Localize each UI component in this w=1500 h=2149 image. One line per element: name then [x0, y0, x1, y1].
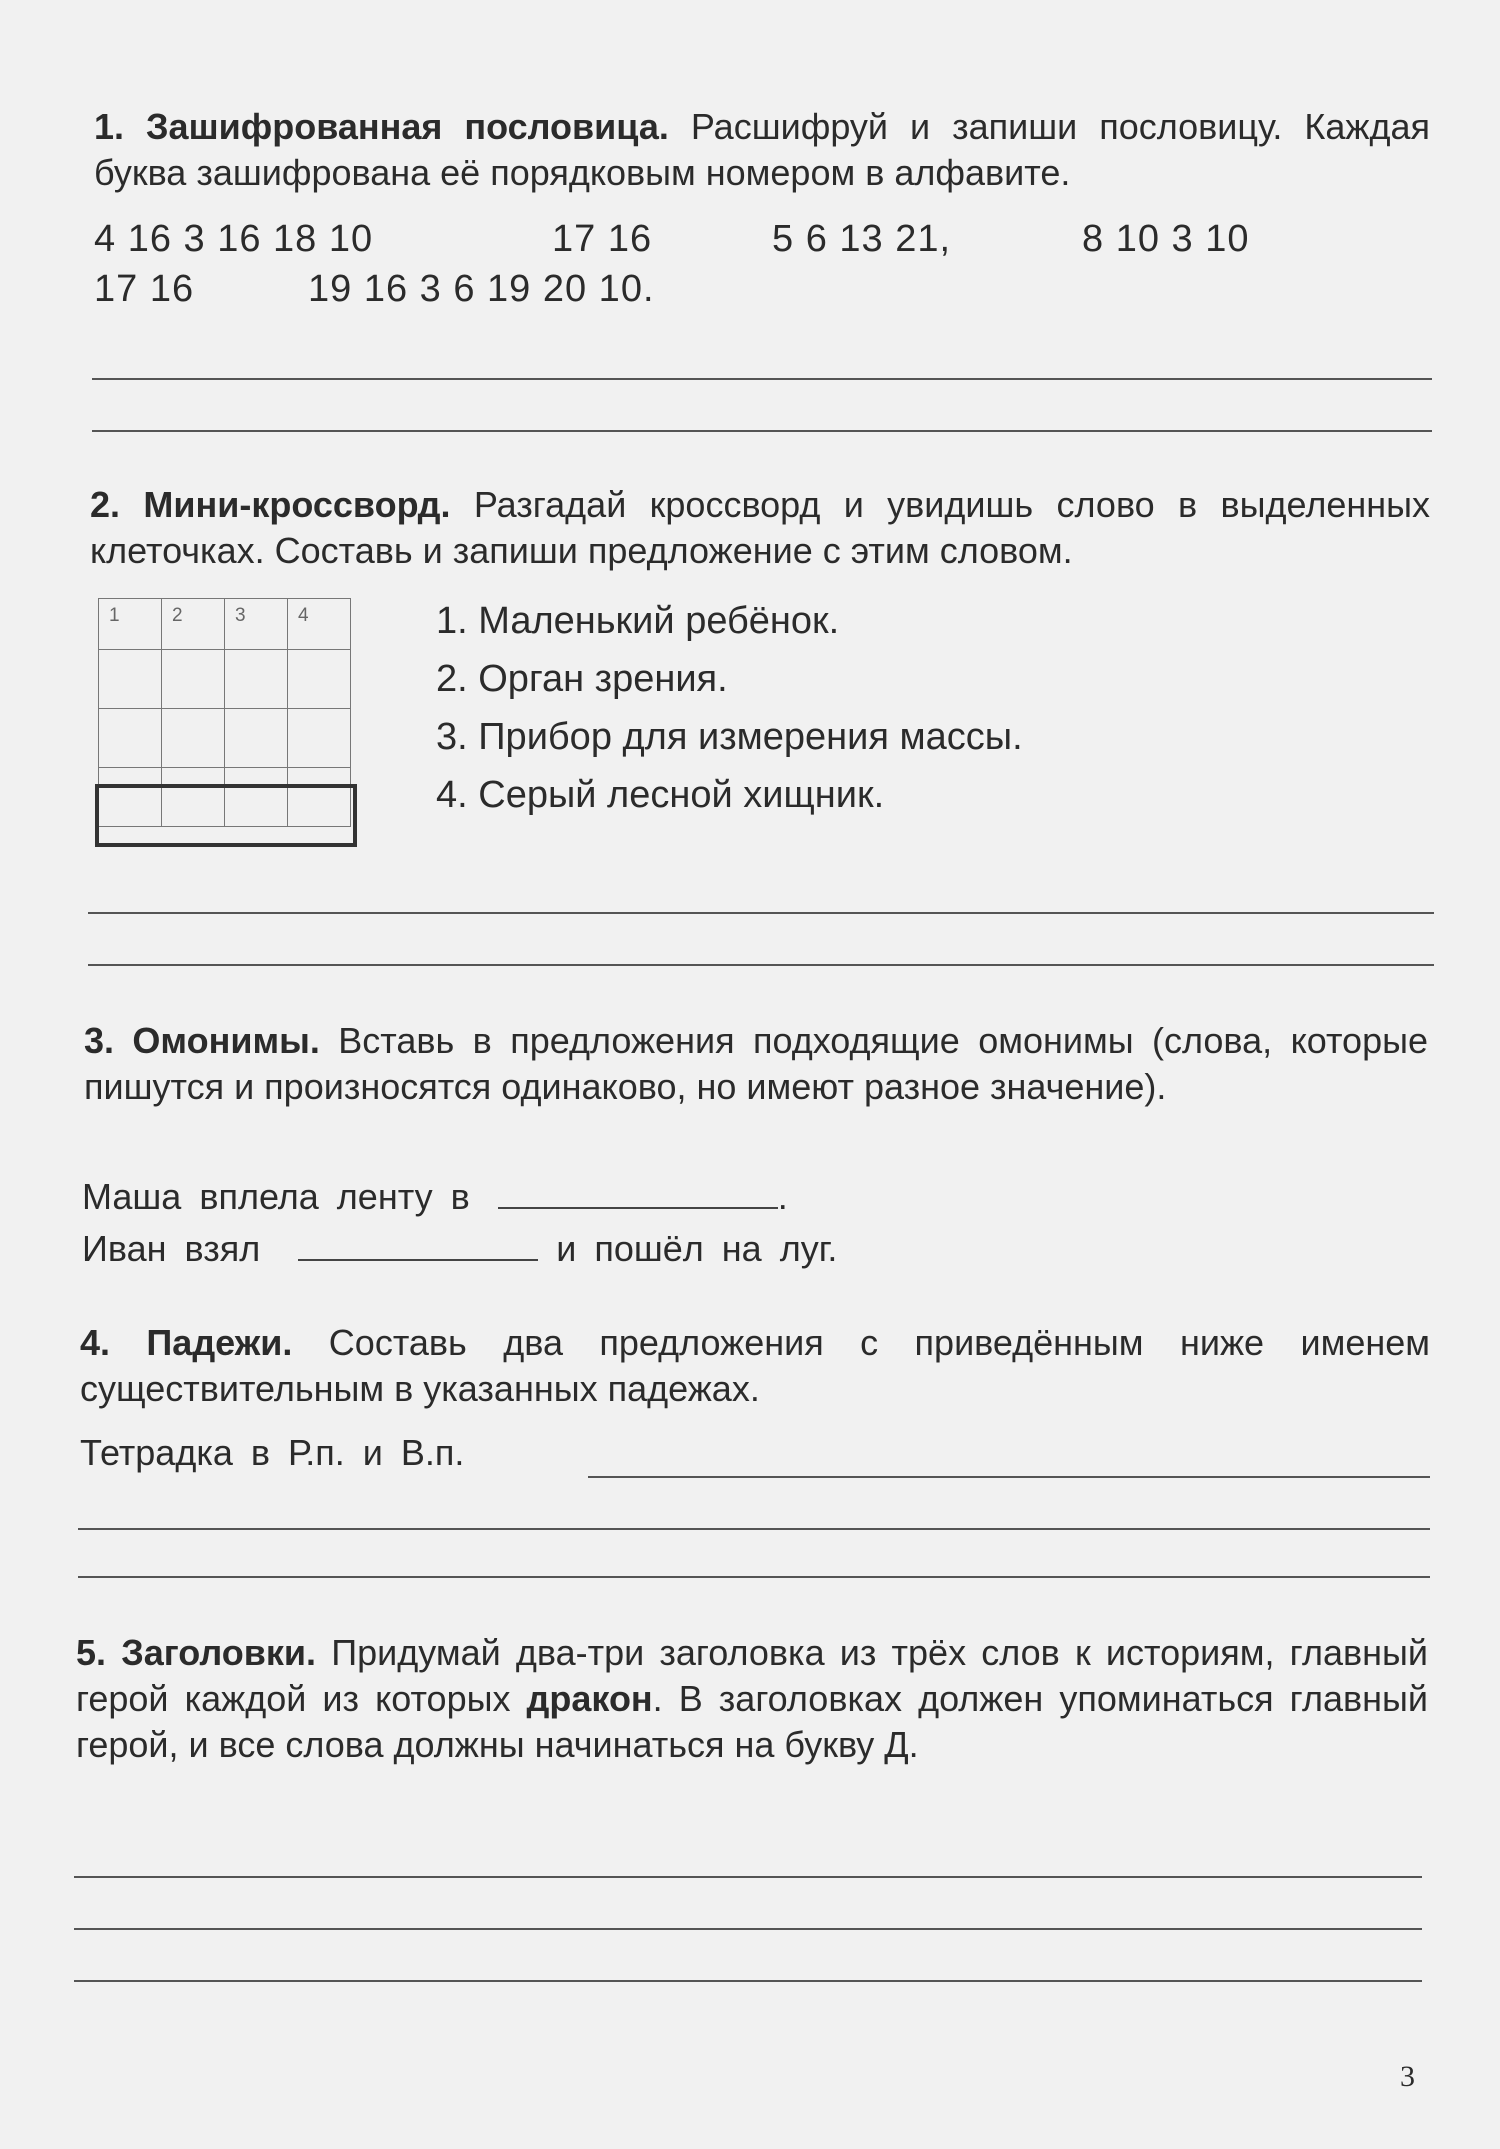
crossword-cell[interactable]: [288, 599, 351, 650]
cipher-group: 19 16 3 6 19 20 10.: [308, 268, 655, 310]
cell-number: 4: [298, 605, 309, 626]
crossword-cell[interactable]: [99, 599, 162, 650]
crossword-cell[interactable]: [162, 650, 225, 709]
sentence-text: Маша вплела ленту в: [82, 1176, 470, 1217]
homonym-blank[interactable]: [498, 1177, 778, 1209]
task1-instructions: [94, 104, 1430, 196]
task3-text: Вставь в предложения подходящие омонимы (слова, которые пишутся и произносятся одинаково, но имеют разное значение).: [84, 1020, 1428, 1107]
task4-prompt: Тетрадка в Р.п. и В.п.: [80, 1432, 465, 1473]
homonym-sentence-1: [82, 1174, 1382, 1220]
crossword-cell[interactable]: [288, 650, 351, 709]
crossword-highlight-row: [95, 784, 357, 847]
answer-line[interactable]: [88, 912, 1434, 914]
cell-number: 1: [109, 605, 120, 626]
crossword-cell[interactable]: [225, 709, 288, 768]
cell-number: 2: [172, 605, 183, 626]
answer-line[interactable]: [78, 1576, 1430, 1578]
task2-title: 2. Мини-кроссворд.: [90, 484, 451, 525]
sentence-end: .: [777, 1176, 788, 1217]
page-number: 3: [1400, 2060, 1415, 2093]
task4-title: 4. Падежи.: [80, 1322, 293, 1363]
clue-item: 4. Серый лесной хищник.: [436, 774, 885, 816]
clue-item: 2. Орган зрения.: [436, 658, 728, 700]
cipher-group: 5 6 13 21,: [772, 218, 952, 260]
answer-line[interactable]: [74, 1928, 1422, 1930]
answer-line[interactable]: [88, 964, 1434, 966]
crossword-cell[interactable]: [99, 650, 162, 709]
sentence-text: и пошёл на луг.: [556, 1228, 838, 1269]
crossword-cell[interactable]: [162, 709, 225, 768]
sentence-text: Иван взял: [82, 1228, 261, 1269]
task5-keyword: дракон: [526, 1678, 653, 1719]
homonym-blank[interactable]: [298, 1229, 538, 1261]
cell-number: 3: [235, 605, 246, 626]
answer-line[interactable]: [74, 1876, 1422, 1878]
cipher-group: 4 16 3 16 18 10: [94, 218, 374, 260]
answer-line[interactable]: [74, 1980, 1422, 1982]
cipher-group: 8 10 3 10: [1082, 218, 1250, 260]
cipher-group: 17 16: [94, 268, 195, 310]
crossword-cell[interactable]: [288, 709, 351, 768]
task5-text: Придумай два-три заголовка из трёх слов к историям, главный герой каждой из которых: [76, 1632, 1428, 1719]
task2-instructions: [90, 482, 1430, 574]
clue-item: 3. Прибор для измерения массы.: [436, 716, 1023, 758]
answer-line[interactable]: [92, 430, 1432, 432]
task3-instructions: [84, 1018, 1428, 1110]
crossword-cell[interactable]: [99, 709, 162, 768]
task1-text: Расшифруй и запиши пословицу. Каждая буква зашифрована её порядковым номером в алфавите.: [94, 106, 1430, 193]
task4-instructions: [80, 1320, 1430, 1412]
task4-text: Составь два предложения с приведённым ниже именем существительным в указанных падежах.: [80, 1322, 1430, 1409]
task5-text: . В заголовках должен упоминаться главный герой, и все слова должны начинаться на букву Д.: [76, 1678, 1428, 1765]
crossword-cell[interactable]: [225, 599, 288, 650]
homonym-sentence-2: [82, 1226, 1382, 1272]
task1-title: 1. Зашифрованная пословица.: [94, 106, 669, 147]
answer-line[interactable]: [78, 1528, 1430, 1530]
answer-line[interactable]: [588, 1476, 1430, 1478]
crossword-cell[interactable]: [225, 650, 288, 709]
task2-text: Разгадай кроссворд и увидишь слово в выделенных клеточках. Составь и запиши предложение с этим словом.: [90, 484, 1430, 571]
task5-title: 5. Заголовки.: [76, 1632, 317, 1673]
task3-title: 3. Омонимы.: [84, 1020, 320, 1061]
task5-instructions: [76, 1630, 1428, 1768]
clue-item: 1. Маленький ребёнок.: [436, 600, 840, 642]
answer-line[interactable]: [92, 378, 1432, 380]
crossword-clues: [436, 592, 1023, 824]
cipher-group: 17 16: [552, 218, 653, 260]
crossword-cell[interactable]: [162, 599, 225, 650]
